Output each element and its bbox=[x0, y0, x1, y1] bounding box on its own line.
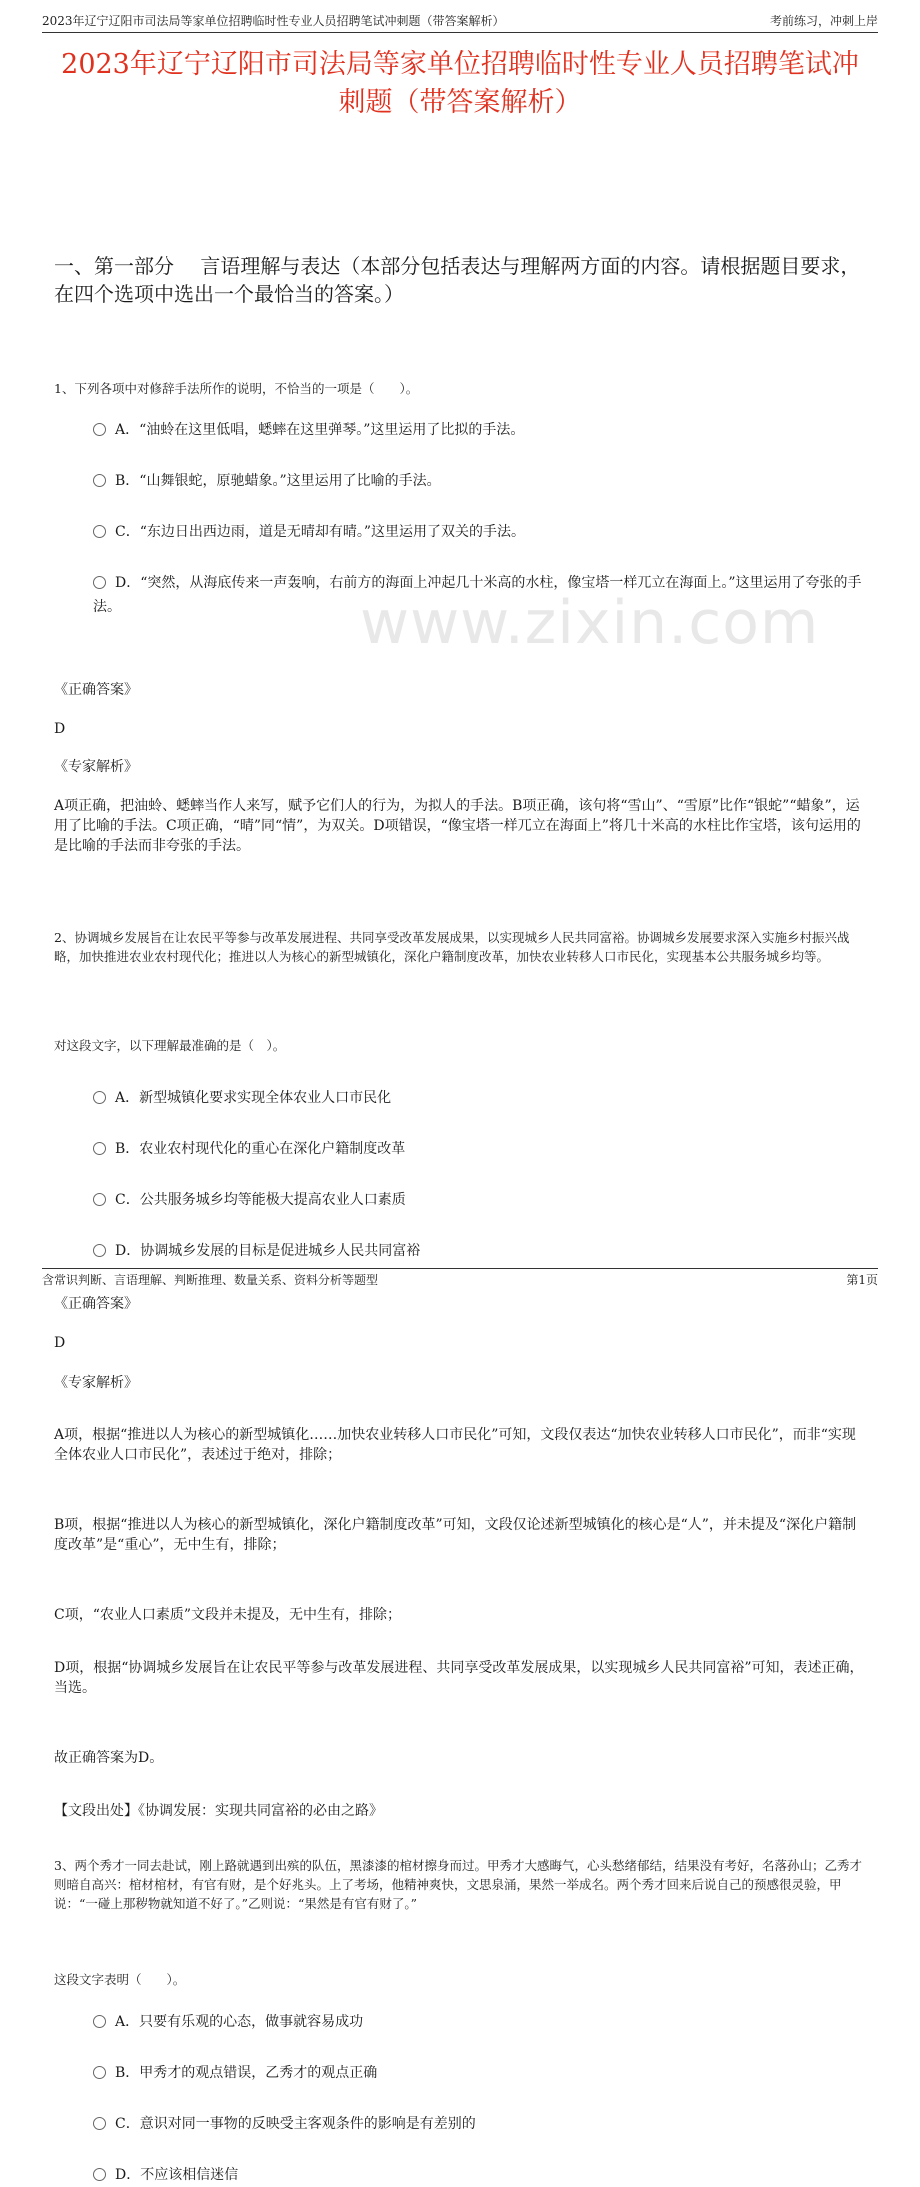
watermark: www.zixin.com bbox=[360, 588, 820, 658]
radio-button-icon[interactable] bbox=[93, 1142, 106, 1155]
question-2-analysis-c: C项，“农业人口素质”文段并未提及，无中生有，排除； bbox=[54, 1607, 402, 1623]
question-2-option-d[interactable]: D．协调城乡发展的目标是促进城乡人民共同富裕 bbox=[93, 1239, 863, 1263]
question-1-answer: D bbox=[54, 721, 66, 737]
question-1-analysis: A项正确，把油蛉、蟋蟀当作人来写，赋予它们人的行为，为拟人的手法。B项正确，该句将“雪山”、“雪原”比作“银蛇”“蜡象”，运用了比喻的手法。C项正确，“晴”同“情”，为双关。D项错误，“像宝塔一样兀立在海面上”将几十米高的水柱比作宝塔，该句运用的是比喻的手法而非夸张的手法。 bbox=[54, 798, 861, 854]
question-1-answer-label: 《正确答案》 bbox=[54, 682, 138, 698]
question-2-analysis-a: A项，根据“推进以人为核心的新型城镇化……加快农业转移人口市民化”可知，文段仅表达“加快农业转移人口市民化”，而非“实现全体农业人口市民化”，表述过于绝对，排除； bbox=[54, 1427, 856, 1463]
footer-topics: 含常识判断、言语理解、判断推理、数量关系、资料分析等题型 bbox=[42, 1273, 379, 1287]
radio-button-icon[interactable] bbox=[93, 1193, 106, 1206]
header-doc-title: 2023年辽宁辽阳市司法局等家单位招聘临时性专业人员招聘笔试冲刺题（带答案解析） bbox=[42, 14, 505, 28]
question-3-option-a[interactable]: A．只要有乐观的心态，做事就容易成功 bbox=[93, 2010, 863, 2034]
question-1-analysis-label: 《专家解析》 bbox=[54, 759, 138, 775]
question-2-passage: 2、协调城乡发展旨在让农民平等参与改革发展进程、共同享受改革发展成果，以实现城乡人民共同富裕。协调城乡发展要求深入实施乡村振兴战略，加快推进农业农村现代化；推进以人为核心的新型城镇化，深化户籍制度改革，加快农业转移人口市民化，实现基本公共服务城乡均等。 bbox=[54, 930, 850, 964]
section-heading: 一、第一部分 言语理解与表达（本部分包括表达与理解两方面的内容。请根据题目要求，在四个选项中选出一个最恰当的答案。） bbox=[54, 254, 861, 306]
question-2-answer: D bbox=[54, 1335, 66, 1351]
question-1-option-d[interactable]: D．“突然，从海底传来一声轰响，右前方的海面上冲起几十米高的水柱，像宝塔一样兀立在海面上。”这里运用了夸张的手法。 bbox=[93, 575, 862, 615]
question-3-passage: 3、两个秀才一同去赴试，刚上路就遇到出殡的队伍，黑漆漆的棺材擦身而过。甲秀才大感晦气，心头愁绪郁结，结果没有考好，名落孙山；乙秀才则暗自高兴：棺材棺材，有官有财，是个好兆头。上了考场，他精神爽快，文思泉涌，果然一举成名。两个秀才回来后说自己的预感很灵验，甲说：“一碰上那秽物就知道不好了。”乙则说：“果然是有官有财了。” bbox=[54, 1858, 862, 1911]
question-1-option-b[interactable]: B．“山舞银蛇，原驰蜡象。”这里运用了比喻的手法。 bbox=[93, 469, 863, 493]
question-2-conclusion: 故正确答案为D。 bbox=[54, 1750, 164, 1766]
question-3-option-b[interactable]: B．甲秀才的观点错误，乙秀才的观点正确 bbox=[93, 2061, 863, 2085]
radio-button-icon[interactable] bbox=[93, 474, 106, 487]
page-number: 第1页 bbox=[846, 1273, 878, 1287]
question-2-answer-label: 《正确答案》 bbox=[54, 1296, 138, 1312]
header-slogan: 考前练习，冲刺上岸 bbox=[769, 14, 878, 28]
question-2-analysis-d: D项，根据“协调城乡发展旨在让农民平等参与改革发展进程、共同享受改革发展成果，以实现城乡人民共同富裕”可知，表述正确，当选。 bbox=[54, 1660, 864, 1696]
question-2-option-a[interactable]: A．新型城镇化要求实现全体农业人口市民化 bbox=[93, 1086, 863, 1110]
radio-button-icon[interactable] bbox=[93, 2117, 106, 2130]
radio-button-icon[interactable] bbox=[93, 423, 106, 436]
question-1-option-c[interactable]: C．“东边日出西边雨，道是无晴却有晴。”这里运用了双关的手法。 bbox=[93, 520, 863, 544]
question-2-option-c[interactable]: C．公共服务城乡均等能极大提高农业人口素质 bbox=[93, 1188, 863, 1212]
page-header bbox=[42, 10, 878, 33]
question-3-stem: 这段文字表明（ ）。 bbox=[54, 1972, 186, 1987]
question-3-option-d[interactable]: D．不应该相信迷信 bbox=[93, 2163, 863, 2187]
question-2-stem: 对这段文字，以下理解最准确的是（ ）。 bbox=[54, 1038, 286, 1053]
question-2-analysis-label: 《专家解析》 bbox=[54, 1375, 138, 1391]
question-1-option-a[interactable]: A．“油蛉在这里低唱，蟋蟀在这里弹琴。”这里运用了比拟的手法。 bbox=[93, 418, 863, 442]
question-1-stem: 1、下列各项中对修辞手法所作的说明，不恰当的一项是（ ）。 bbox=[54, 381, 419, 396]
radio-button-icon[interactable] bbox=[93, 1244, 106, 1257]
radio-button-icon[interactable] bbox=[93, 2168, 106, 2181]
question-2-option-b[interactable]: B．农业农村现代化的重心在深化户籍制度改革 bbox=[93, 1137, 863, 1161]
radio-button-icon[interactable] bbox=[93, 576, 106, 589]
radio-button-icon[interactable] bbox=[93, 2015, 106, 2028]
question-3-option-c[interactable]: C．意识对同一事物的反映受主客观条件的影响是有差别的 bbox=[93, 2112, 863, 2136]
question-2-analysis-b: B项，根据“推进以人为核心的新型城镇化，深化户籍制度改革”可知，文段仅论述新型城镇化的核心是“人”，并未提及“深化户籍制度改革”是“重心”，无中生有，排除； bbox=[54, 1517, 857, 1553]
page-title: 2023年辽宁辽阳市司法局等家单位招聘临时性专业人员招聘笔试冲刺题（带答案解析） bbox=[61, 49, 859, 118]
page-footer bbox=[42, 1268, 878, 1291]
radio-button-icon[interactable] bbox=[93, 1091, 106, 1104]
question-2-source: 【文段出处】《协调发展：实现共同富裕的必由之路》 bbox=[54, 1803, 383, 1819]
radio-button-icon[interactable] bbox=[93, 525, 106, 538]
radio-button-icon[interactable] bbox=[93, 2066, 106, 2079]
